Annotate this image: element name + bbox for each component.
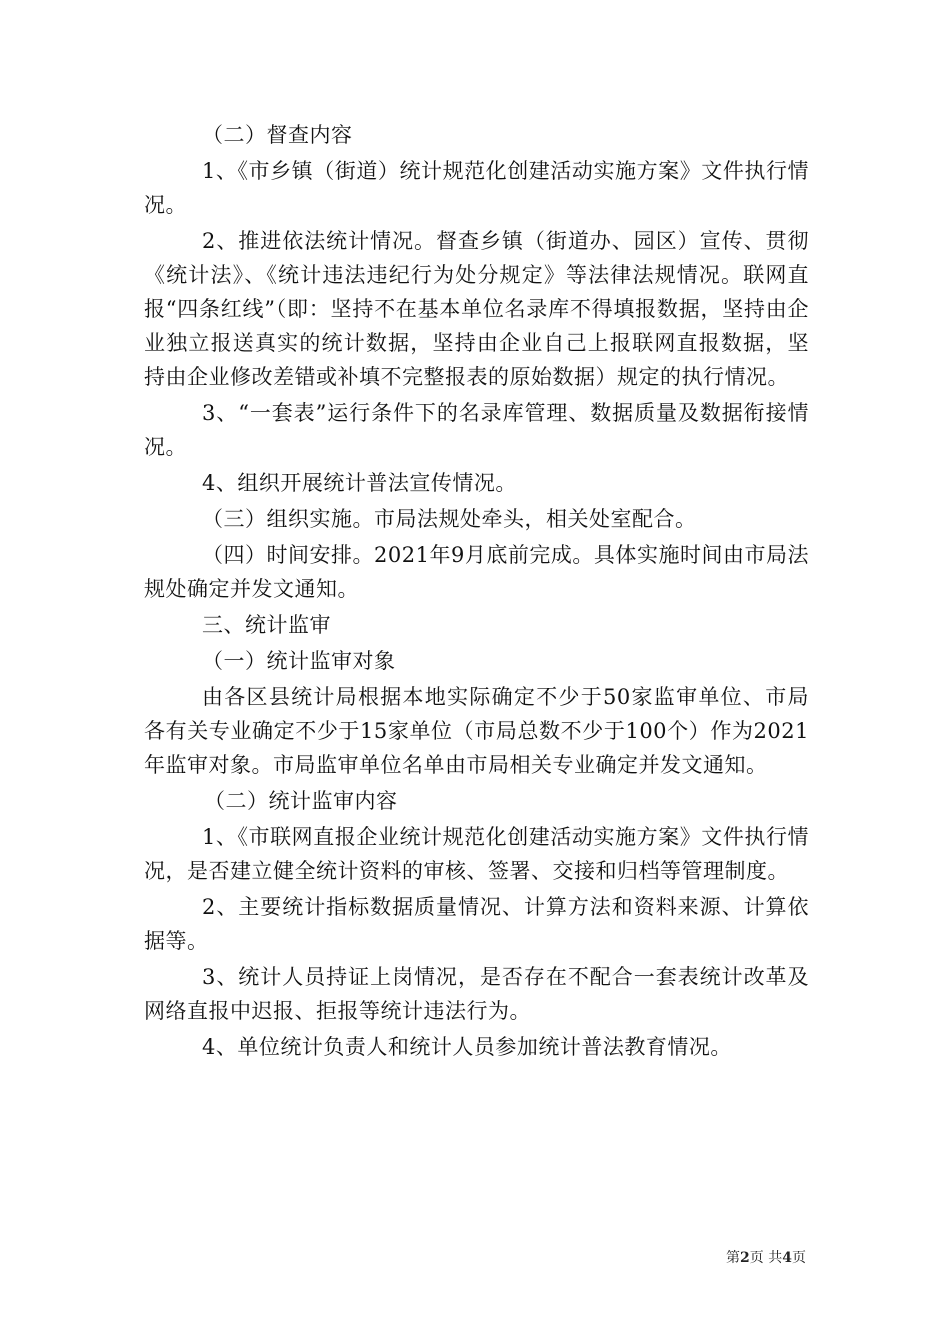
paragraph-audit-item-3: 3、统计人员持证上岗情况，是否存在不配合一套表统计改革及网络直报中迟报、拒报等统计违法行为。 <box>144 965 809 1023</box>
paragraph-organization: （三）组织实施。市局法规处牵头，相关处室配合。 <box>202 507 697 531</box>
section-heading-inspection-content: （二）督查内容 <box>202 123 353 147</box>
subheading-audit-content: （二）统计监审内容 <box>204 789 398 813</box>
paragraph-schedule: （四）时间安排。2021年9月底前完成。具体实施时间由市局法规处确定并发文通知。 <box>144 543 809 601</box>
subheading-audit-targets: （一）统计监审对象 <box>202 649 396 673</box>
paragraph-item-4: 4、组织开展统计普法宣传情况。 <box>202 471 517 495</box>
paragraph-audit-item-4: 4、单位统计负责人和统计人员参加统计普法教育情况。 <box>202 1035 732 1059</box>
footer-suffix: 页 <box>792 1250 806 1266</box>
paragraph-item-2: 2、推进依法统计情况。督查乡镇（街道办、园区）宣传、贯彻《统计法》、《统计违法违纪行为处分规定》等法律法规情况。联网直报“四条红线”（即：坚持不在基本单位名录库不得填报数据，坚持由企业独立报送真实的统计数据，坚持由企业自己上报联网直报数据，坚持由企业修改差错或补填不完整报表的原始数据）规定的执行情况。 <box>144 229 809 389</box>
page-footer <box>726 1247 806 1267</box>
section-heading-audit: 三、统计监审 <box>202 613 331 637</box>
footer-middle: 页 共 <box>749 1250 783 1266</box>
footer-prefix: 第 <box>726 1250 741 1266</box>
paragraph-audit-item-2: 2、主要统计指标数据质量情况、计算方法和资料来源、计算依据等。 <box>144 895 809 953</box>
paragraph-item-3: 3、“一套表”运行条件下的名录库管理、数据质量及数据衔接情况。 <box>144 401 809 459</box>
paragraph-item-1: 1、《市乡镇（街道）统计规范化创建活动实施方案》文件执行情况。 <box>144 159 809 217</box>
document-body <box>144 118 809 1066</box>
paragraph-audit-item-1: 1、《市联网直报企业统计规范化创建活动实施方案》文件执行情况，是否建立健全统计资料的审核、签署、交接和归档等管理制度。 <box>144 825 809 883</box>
current-page-number: 2 <box>740 1250 750 1266</box>
total-page-number: 4 <box>782 1250 792 1266</box>
paragraph-audit-targets: 由各区县统计局根据本地实际确定不少于50家监审单位、市局各有关专业确定不少于15家单位（市局总数不少于100个）作为2021年监审对象。市局监审单位名单由市局相关专业确定并发文通知。 <box>144 685 809 777</box>
